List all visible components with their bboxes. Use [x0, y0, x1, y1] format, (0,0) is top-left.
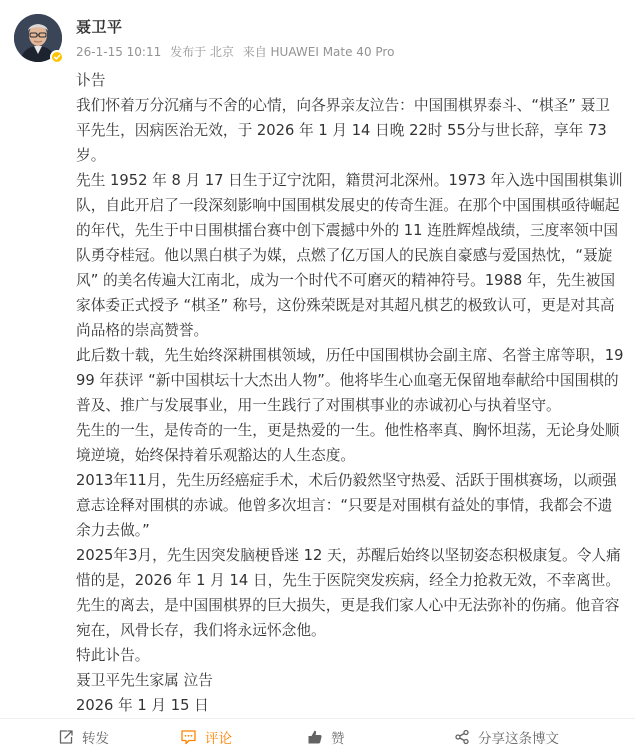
share-button[interactable]	[454, 728, 559, 746]
post-body	[76, 68, 624, 718]
post-paragraph: 聂卫平先生家属 泣告	[76, 672, 213, 689]
like-label: 赞	[331, 731, 345, 747]
repost-button[interactable]	[58, 728, 109, 746]
post-paragraph: 讣告	[76, 72, 106, 89]
post-paragraph: 先生 1952 年 8 月 17 日生于辽宁沈阳，籍贯河北深州。1973 年入选中国围棋集训队，自此开启了一段深刻影响中国围棋发展史的传奇生涯。在那个中国围棋亟待崛起的年代，先生于中日围棋擂台赛中创下震撼中外的 11 连胜辉煌战绩，三度率领中国队勇夺桂冠。他以黑白棋子为媒，点燃了亿万国人的民族自豪感与爱国热忱，“聂旋风” 的美名传遍大江南北，成为一个时代不可磨灭的精神符号。1988 年，先生被国家体委正式授予 “棋圣” 称号，这份殊荣既是对其超凡棋艺的极致认可，更是对其高尚品格的崇高赞誉。	[76, 172, 623, 339]
share-label: 分享这条博文	[478, 731, 559, 747]
post-paragraph: 2026 年 1 月 15 日	[76, 697, 209, 714]
repost-label: 转发	[82, 731, 109, 747]
post-paragraph: 我们怀着万分沉痛与不舍的心情，向各界亲友泣告：中国围棋界泰斗、“棋圣” 聂卫平先生，因病医治无效，于 2026 年 1 月 14 日晚 22时 55分与世长辞，享年 73 岁。	[76, 97, 610, 164]
post-paragraph: 此后数十载，先生始终深耕围棋领域，历任中国围棋协会副主席、名誉主席等职，1999 年获评 “新中国棋坛十大杰出人物”。他将毕生心血毫无保留地奉献给中国围棋的普及、推广与发展事业，用一生践行了对围棋事业的赤诚初心与执着坚守。	[76, 347, 624, 414]
post-location: 发布于 北京	[170, 45, 234, 59]
like-button[interactable]	[307, 728, 345, 746]
post-paragraph: 特此讣告。	[76, 647, 150, 664]
post-paragraph: 先生的一生，是传奇的一生，更是热爱的一生。他性格率真、胸怀坦荡，无论身处顺境逆境，始终保持着乐观豁达的人生态度。	[76, 422, 620, 464]
thumbs-up-icon	[307, 729, 323, 745]
post-device: 来自 HUAWEI Mate 40 Pro	[242, 45, 395, 59]
post-date[interactable]: 26-1-15 10:11	[76, 45, 162, 59]
post-meta	[76, 43, 399, 60]
comment-icon	[180, 729, 197, 745]
post-paragraph: 先生的离去，是中国围棋界的巨大损失，更是我们家人心中无法弥补的伤痛。他音容宛在，风骨长存，我们将永远怀念他。	[76, 597, 620, 639]
share-icon	[454, 729, 470, 745]
post-paragraph: 2013年11月，先生历经癌症手术，术后仍毅然坚守热爱、活跃于围棋赛场，以顽强意志诠释对围棋的赤诚。他曾多次坦言：“只要是对围棋有益处的事情，我都会不遗余力去做。”	[76, 472, 617, 539]
post-paragraph: 2025年3月，先生因突发脑梗昏迷 12 天，苏醒后始终以坚韧姿态积极康复。令人痛惜的是，2026 年 1 月 14 日，先生于医院突发疾病，经全力抢救无效，不幸离世。	[76, 547, 621, 589]
author-name[interactable]: 聂卫平	[76, 18, 123, 36]
action-bar	[0, 718, 635, 753]
comment-button[interactable]	[180, 728, 232, 746]
verified-badge-icon	[50, 50, 64, 64]
post-header	[14, 14, 614, 64]
comment-label: 评论	[205, 731, 232, 747]
repost-icon	[58, 729, 74, 745]
